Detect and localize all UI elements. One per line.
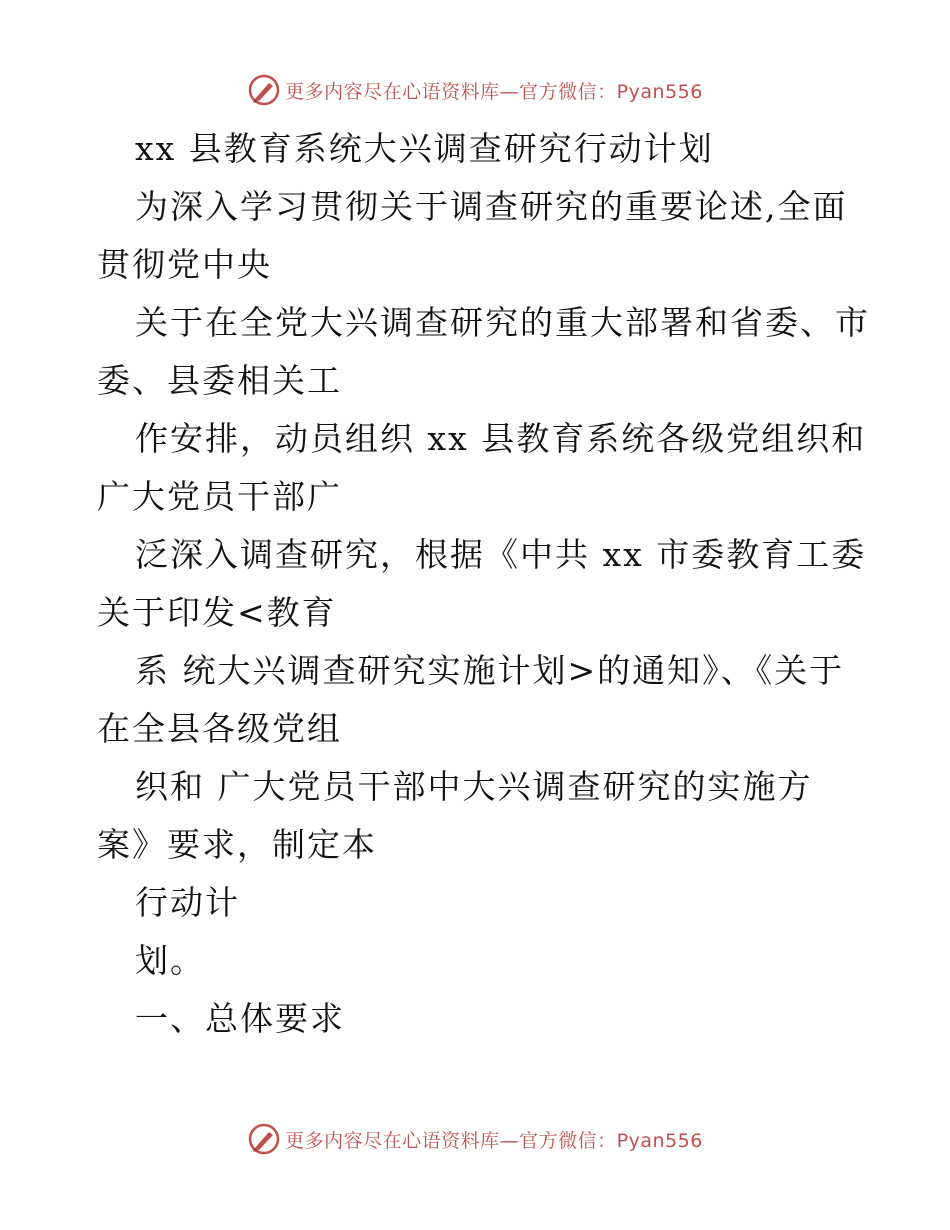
document-line: 一、总体要求 [135, 999, 345, 1038]
document-line: 织和 广大党员干部中大兴调查研究的实施方 [135, 767, 813, 806]
document-line: 案》要求，制定本 [97, 825, 377, 864]
document-line: 为深入学习贯彻关于调查研究的重要论述,全面 [135, 187, 848, 226]
header-banner-text: 更多内容尽在心语资料库—官方微信：Pyan556 [285, 80, 703, 103]
document-line: 划。 [135, 941, 205, 980]
pen-logo-icon [247, 73, 281, 107]
document-line: 泛深入调查研究，根据《中共 xx 市委教育工委 [135, 535, 867, 574]
document-line: 委、县委相关工 [97, 361, 342, 400]
document-line: 关于在全党大兴调查研究的重大部署和省委、市 [135, 303, 870, 342]
document-line: 作安排，动员组织 xx 县教育系统各级党组织和 [135, 419, 867, 458]
footer-banner [0, 1117, 950, 1161]
document-body [97, 120, 870, 1048]
document-line: 行动计 [135, 883, 240, 922]
document-line: 在全县各级党组 [97, 709, 342, 748]
pen-logo-icon [247, 1122, 281, 1156]
document-line: 广大党员干部广 [97, 477, 342, 516]
header-banner [0, 68, 950, 112]
document-line: xx 县教育系统大兴调查研究行动计划 [135, 129, 714, 168]
footer-banner-text: 更多内容尽在心语资料库—官方微信：Pyan556 [285, 1129, 703, 1152]
document-line: 关于印发<教育 [97, 593, 337, 632]
document-line: 贯彻党中央 [97, 245, 272, 284]
document-line: 系 统大兴调查研究实施计划>的通知》、《关于 [135, 651, 845, 690]
